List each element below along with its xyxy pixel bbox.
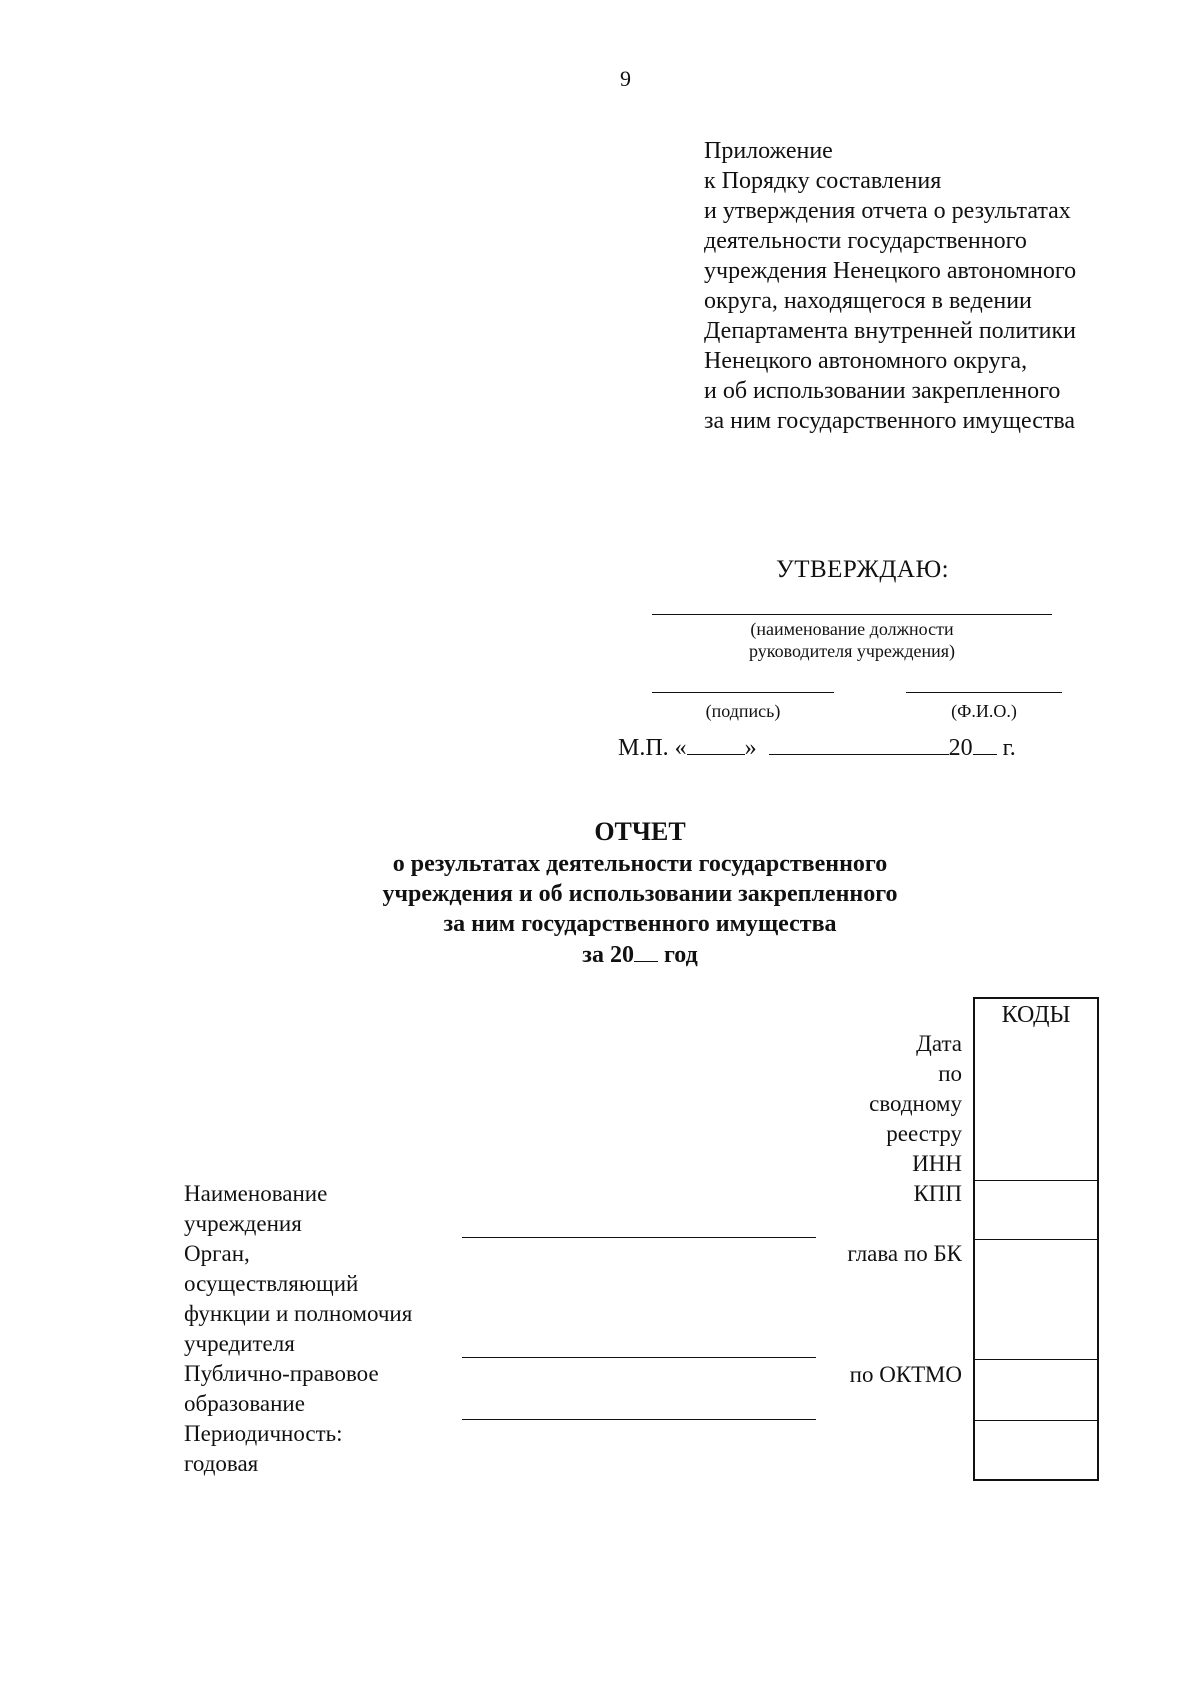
appendix-line: Ненецкого автономного округа, (704, 348, 1028, 374)
signature-caption: (подпись) (705, 701, 781, 721)
seal-date-line (618, 734, 1016, 762)
name-line (906, 692, 1062, 693)
appendix-line: учреждения Ненецкого автономного (704, 258, 1077, 284)
public-entity-field[interactable] (462, 1419, 816, 1420)
institution-name-label-line: учреждения (184, 1211, 302, 1236)
year-blank (973, 734, 997, 755)
position-caption (652, 618, 1052, 662)
founder-organ-label-line: Орган, (184, 1241, 250, 1266)
report-title: ОТЧЕТ (594, 817, 686, 846)
codes-row-divider (975, 1239, 1097, 1240)
page-number: 9 (620, 66, 631, 91)
codes-table (973, 997, 1099, 1481)
public-entity-label-line: образование (184, 1391, 305, 1416)
report-subtitle-line: за ним государственного имущества (443, 911, 837, 937)
institution-name-label-line: Наименование (184, 1181, 328, 1206)
signature-line (652, 692, 834, 693)
founder-organ-label-line: осуществляющий (184, 1271, 359, 1296)
appendix-line: к Порядку составления (704, 168, 942, 194)
report-year-blank (634, 939, 658, 962)
appendix-line: Департамента внутренней политики (704, 318, 1077, 344)
appendix-line: и утверждения отчета о результатах (704, 198, 1071, 224)
periodicity-label-line: Периодичность: (184, 1421, 343, 1446)
institution-name-label (184, 1179, 412, 1479)
mp-quote-close: » (744, 735, 757, 761)
mp-prefix: М.П. « (618, 735, 687, 761)
name-caption: (Ф.И.О.) (951, 701, 1017, 721)
founder-organ-field[interactable] (462, 1357, 816, 1358)
oktmo-label: по ОКТМО (849, 1362, 962, 1387)
approval-heading: УТВЕРЖДАЮ: (776, 556, 950, 583)
position-signature-line (652, 614, 1052, 615)
day-blank (687, 734, 745, 755)
report-subtitle-line: о результатах деятельности государственного (392, 851, 888, 877)
kpp-label: КПП (913, 1181, 962, 1206)
codes-header: КОДЫ (1001, 1002, 1071, 1028)
appendix-line: за ним государственного имущества (704, 408, 1076, 434)
appendix-line: округа, находящегося в ведении (704, 288, 1032, 314)
report-title-block (300, 815, 980, 970)
report-year-line (300, 939, 980, 970)
report-year-suffix: год (657, 942, 698, 968)
date-label-line: Дата (916, 1031, 962, 1056)
date-label-line: сводному (869, 1091, 962, 1116)
date-label (869, 1029, 962, 1209)
appendix-line: деятельности государственного (704, 228, 1027, 254)
report-subtitle-line: учреждения и об использовании закрепленного (382, 881, 898, 907)
date-label-line: по (938, 1061, 962, 1086)
founder-organ-label-line: функции и полномочия (184, 1301, 413, 1326)
year-prefix: 20 (948, 735, 973, 761)
report-year-prefix: за 20 (582, 942, 634, 968)
appendix-line: Приложение (704, 138, 833, 164)
year-suffix: г. (996, 735, 1016, 761)
appendix-line: и об использовании закрепленного (704, 378, 1061, 404)
month-blank (769, 734, 949, 755)
public-entity-label-line: Публично-правовое (184, 1361, 379, 1386)
institution-name-field[interactable] (462, 1237, 816, 1238)
founder-organ-label-line: учредителя (184, 1331, 295, 1356)
periodicity-label-line: годовая (184, 1451, 259, 1476)
codes-row-divider (975, 1420, 1097, 1421)
position-caption-line-1: (наименование должности (750, 619, 954, 639)
codes-row-divider (975, 1180, 1097, 1181)
appendix-block (704, 136, 1174, 436)
codes-row-divider (975, 1359, 1097, 1360)
position-caption-line-2: руководителя учреждения) (748, 641, 956, 661)
inn-label: ИНН (912, 1151, 962, 1176)
glava-bk-label: глава по БК (847, 1241, 962, 1266)
date-label-line: реестру (886, 1121, 962, 1146)
